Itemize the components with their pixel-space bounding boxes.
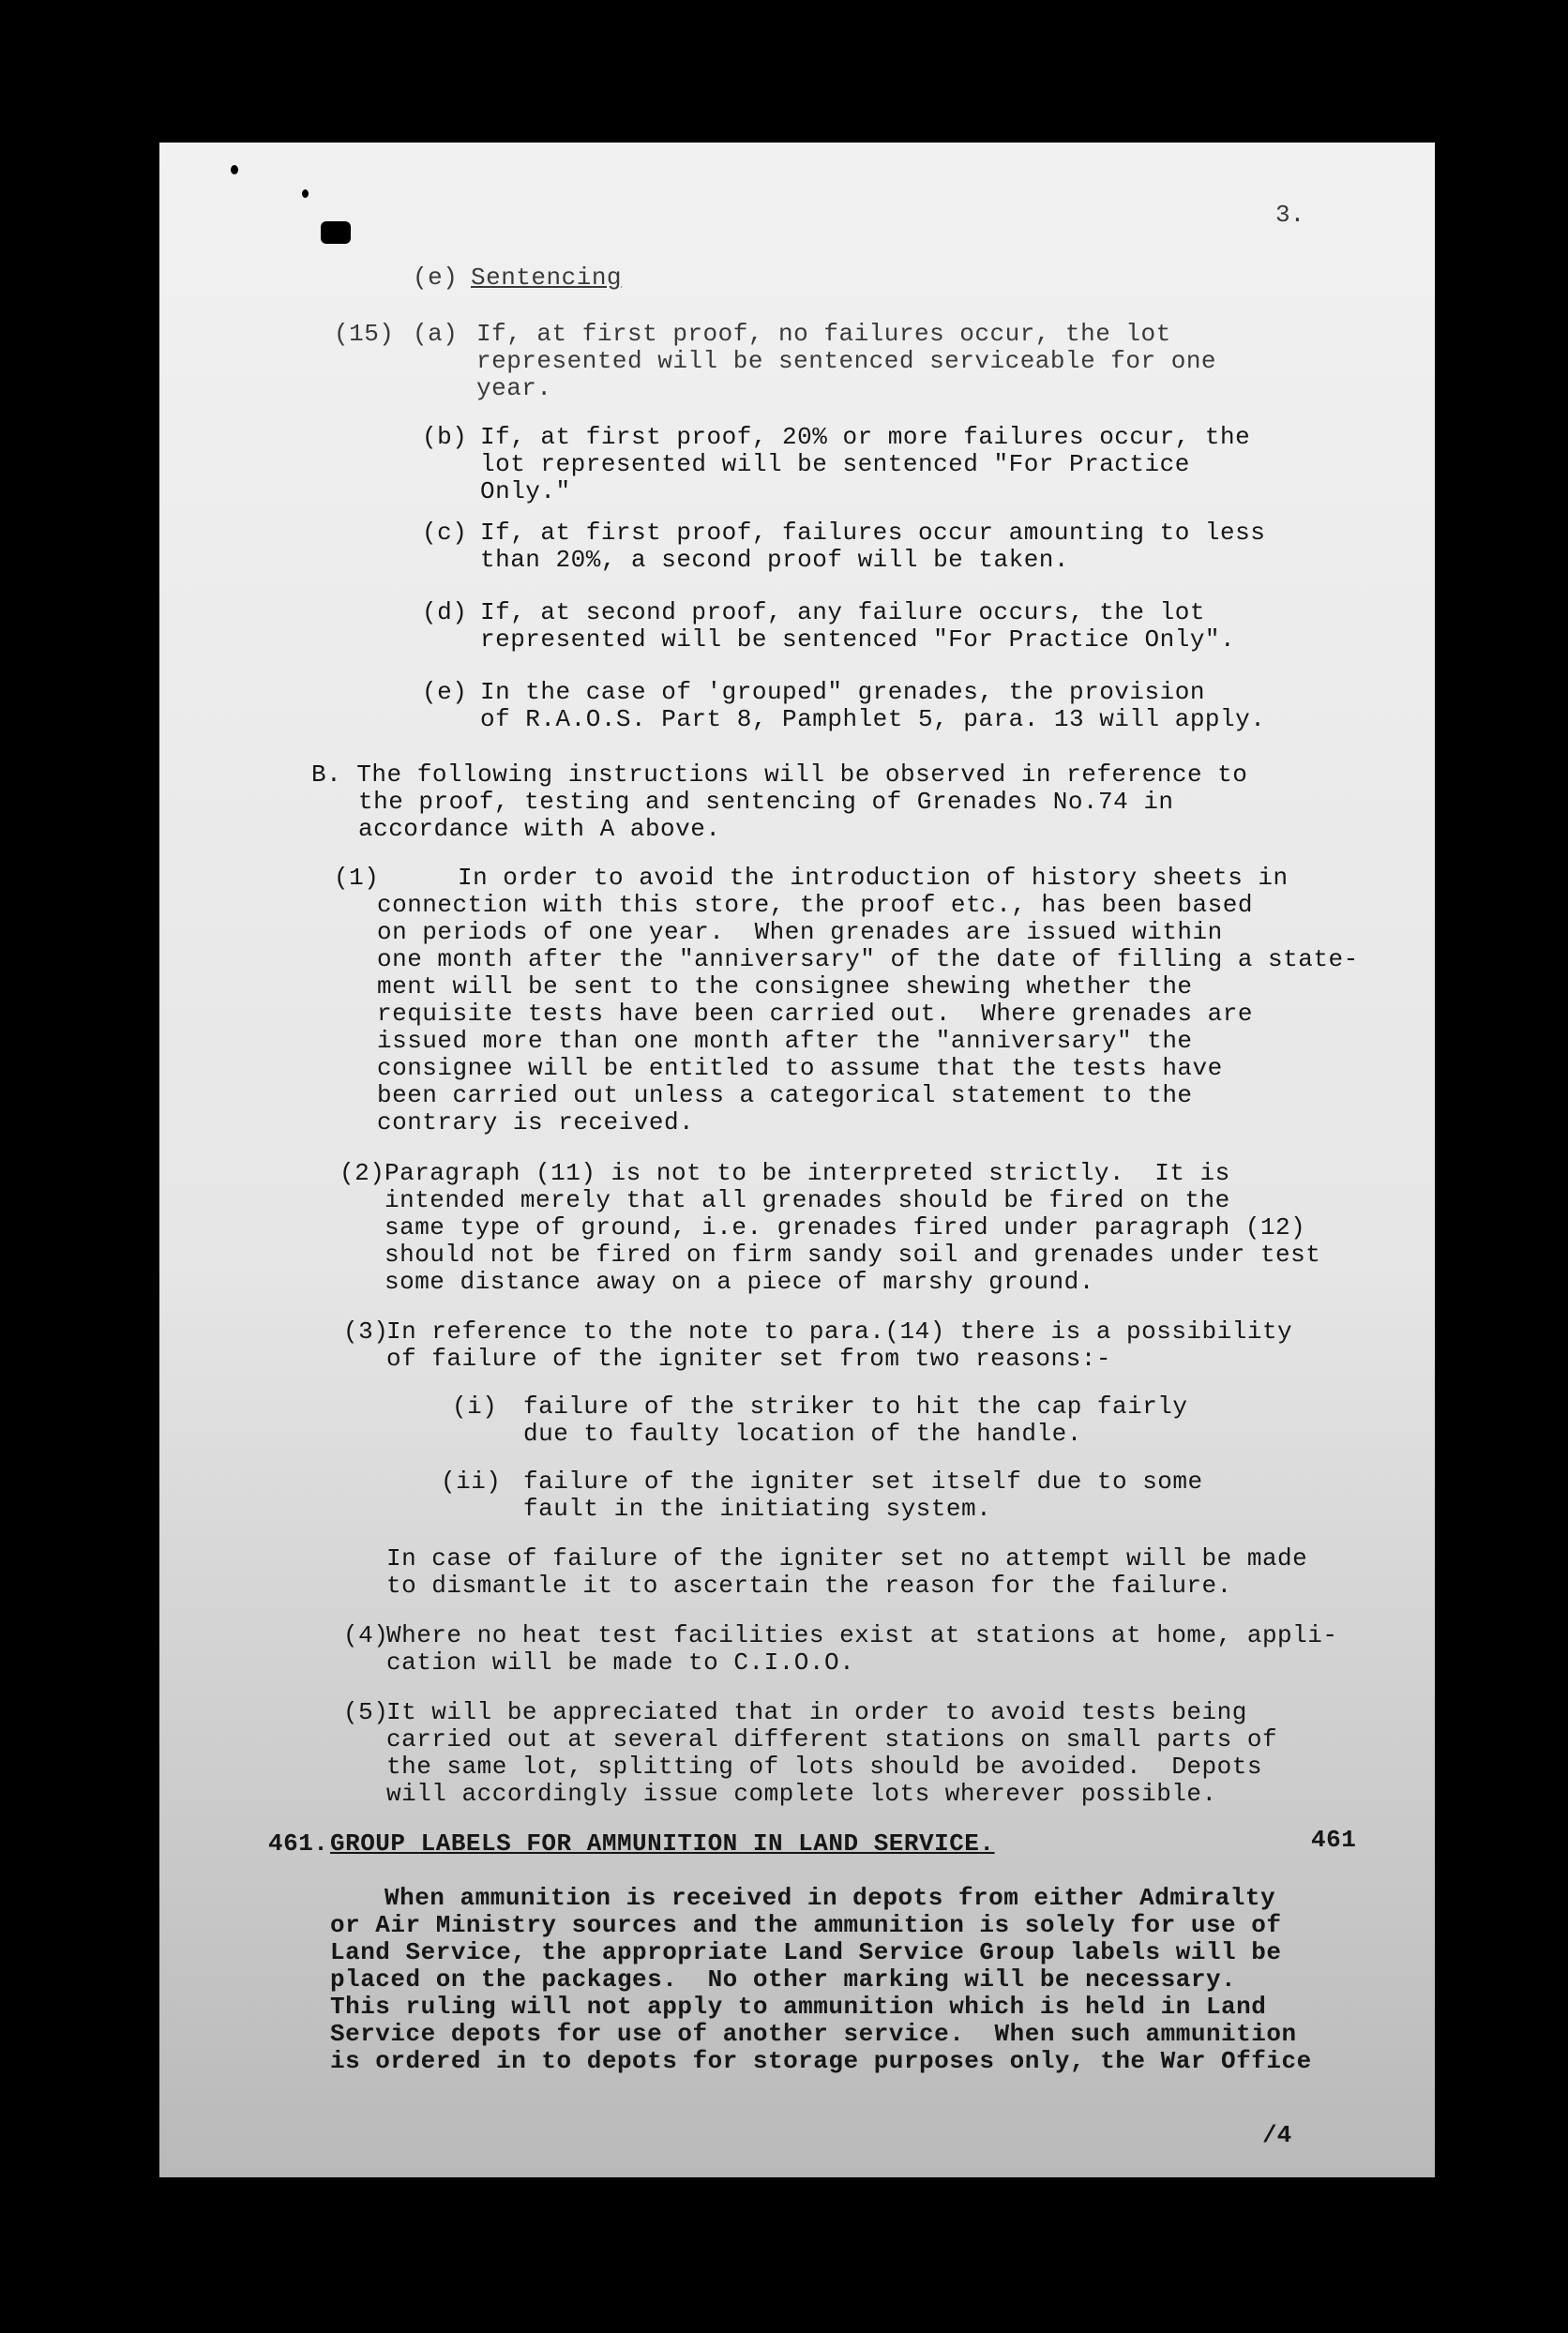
para-number: (15) (334, 320, 395, 348)
item-line: represented will be sentenced serviceable for one (476, 347, 1217, 375)
para-line: intended merely that all grenades should be fired on the (384, 1186, 1230, 1214)
item-line: lot represented will be sentenced "For Practice (480, 450, 1190, 478)
item-label: (ii) (441, 1468, 502, 1496)
section-line: placed on the packages. No other marking will be necessary. (330, 1965, 1237, 1994)
para-line: Where no heat test facilities exist at stations at home, appli- (386, 1621, 1338, 1649)
para-number: (2) (339, 1159, 385, 1187)
section-number-right: 461 (1311, 1826, 1357, 1854)
para-line: same type of ground, i.e. grenades fired under paragraph (12) (384, 1213, 1306, 1242)
item-label: (c) (422, 519, 468, 547)
para-line: In reference to the note to para.(14) there is a possibility (386, 1317, 1293, 1346)
para-line: contrary is received. (377, 1108, 695, 1136)
section-heading: GROUP LABELS FOR AMMUNITION IN LAND SERVICE. (330, 1829, 995, 1858)
para-line: some distance away on a piece of marshy ground. (384, 1268, 1094, 1296)
para-line: cation will be made to C.I.O.O. (386, 1648, 855, 1677)
para-line: the same lot, splitting of lots should be avoided. Depots (386, 1753, 1262, 1781)
section-line: is ordered in to depots for storage purposes only, the War Office (330, 2047, 1312, 2075)
section-line: Service depots for use of another service. When such ammunition (330, 2020, 1297, 2048)
item-line: If, at first proof, 20% or more failures occur, the (480, 423, 1251, 451)
para-line: Paragraph (11) is not to be interpreted strictly. It is (384, 1159, 1230, 1187)
page-number: 3. (1275, 201, 1305, 229)
para-line: carried out at several different stations on small parts of (386, 1725, 1278, 1754)
item-line: If, at first proof, no failures occur, the lot (476, 320, 1171, 348)
item-label: (b) (422, 423, 468, 451)
punch-hole-mark (321, 221, 351, 244)
subhead-label: (e) (413, 263, 459, 292)
item-line: represented will be sentenced "For Practice Only". (480, 625, 1236, 654)
continuation-mark: /4 (1262, 2121, 1292, 2149)
section-b-intro: accordance with A above. (358, 815, 721, 843)
para-line: of failure of the igniter set from two reasons:- (386, 1345, 1111, 1373)
item-line: In the case of 'grouped" grenades, the provision (480, 678, 1205, 706)
para-number: (1) (334, 864, 380, 892)
para-line: will accordingly issue complete lots wherever possible. (386, 1780, 1217, 1808)
para-line: issued more than one month after the "anniversary" the (377, 1027, 1193, 1055)
item-line: year. (476, 374, 552, 402)
para-number: (5) (343, 1698, 389, 1726)
item-label: (e) (422, 678, 468, 706)
ink-dot (231, 165, 238, 174)
section-b-intro: B. The following instructions will be observed in reference to (311, 760, 1248, 789)
para-line: requisite tests have been carried out. Where grenades are (377, 1000, 1253, 1028)
para-line: consignee will be entitled to assume that the tests have (377, 1054, 1223, 1082)
item-line: failure of the igniter set itself due to some (523, 1468, 1203, 1496)
document-page (159, 143, 1435, 2177)
para-line: been carried out unless a categorical statement to the (377, 1081, 1193, 1109)
item-line: fault in the initiating system. (523, 1495, 992, 1523)
para-line: In case of failure of the igniter set no attempt will be made (386, 1544, 1308, 1573)
item-line: If, at first proof, failures occur amounting to less (480, 519, 1266, 547)
section-line: Land Service, the appropriate Land Service Group labels will be (330, 1938, 1282, 1966)
para-line: one month after the "anniversary" of the date of filling a state- (377, 945, 1359, 973)
section-line: This ruling will not apply to ammunition which is held in Land (330, 1993, 1267, 2021)
item-label: (i) (452, 1392, 498, 1421)
item-line: If, at second proof, any failure occurs, the lot (480, 598, 1205, 626)
subhead-title: Sentencing (471, 263, 623, 292)
section-b-intro: the proof, testing and sentencing of Grenades No.74 in (358, 788, 1174, 816)
section-line: When ammunition is received in depots from either Admiralty (384, 1884, 1276, 1912)
item-line: due to faulty location of the handle. (523, 1420, 1082, 1448)
para-line: In order to avoid the introduction of history sheets in (458, 864, 1289, 892)
para-line: on periods of one year. When grenades are issued within (377, 918, 1223, 946)
item-line: failure of the striker to hit the cap fairly (523, 1392, 1188, 1421)
ink-dot (302, 189, 309, 198)
para-line: to dismantle it to ascertain the reason for the failure. (386, 1572, 1232, 1600)
para-line: It will be appreciated that in order to avoid tests being (386, 1698, 1247, 1726)
item-label: (a) (413, 320, 459, 348)
para-number: (3) (343, 1317, 389, 1346)
para-line: should not be fired on firm sandy soil and grenades under test (384, 1241, 1321, 1269)
para-line: ment will be sent to the consignee shewing whether the (377, 972, 1193, 1001)
item-line: than 20%, a second proof will be taken. (480, 546, 1069, 574)
section-number: 461. (268, 1829, 329, 1858)
item-line: of R.A.O.S. Part 8, Pamphlet 5, para. 13 will apply. (480, 705, 1266, 733)
item-label: (d) (422, 598, 468, 626)
item-line: Only." (480, 477, 571, 505)
para-line: connection with this store, the proof etc., has been based (377, 891, 1253, 919)
section-line: or Air Ministry sources and the ammunition is solely for use of (330, 1911, 1282, 1939)
para-number: (4) (343, 1621, 389, 1649)
